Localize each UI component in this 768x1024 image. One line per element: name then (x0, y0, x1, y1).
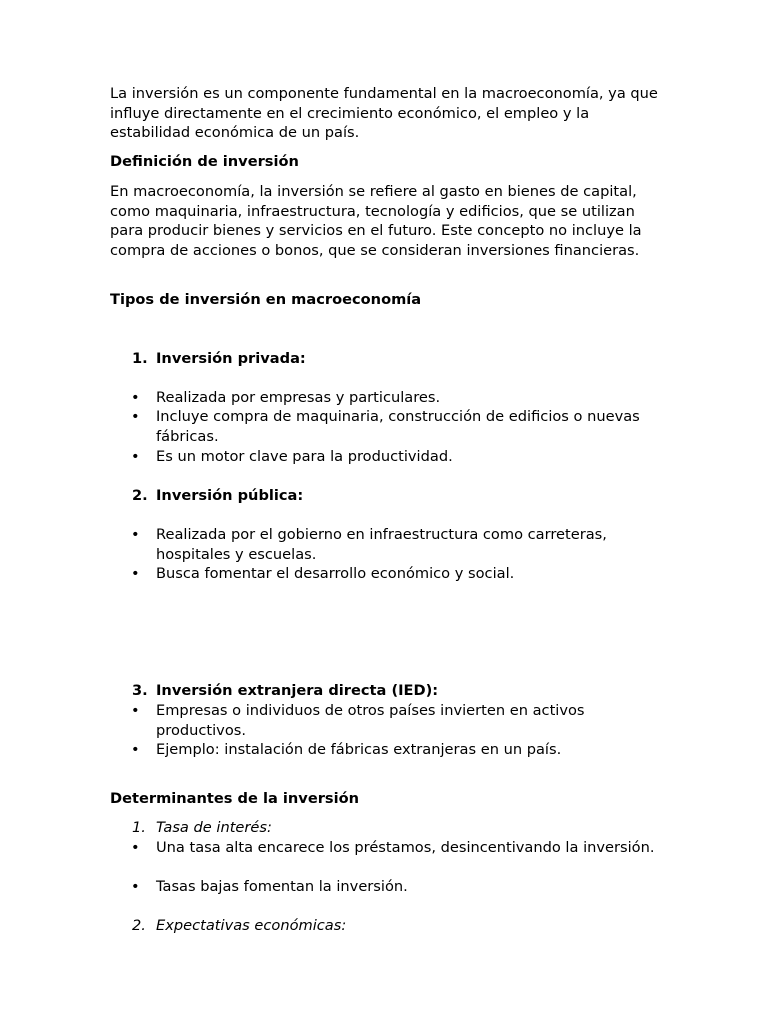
bullet-text: Busca fomentar el desarrollo económico y social. (156, 565, 515, 582)
determinants-heading: Determinantes de la inversión (110, 790, 360, 807)
list-number: 1. (132, 819, 146, 836)
bullet-icon: • (131, 389, 140, 406)
bullet-icon: • (131, 408, 140, 425)
bullet-text: Realizada por empresas y particulares. (156, 389, 441, 406)
bullet-text: Tasas bajas fomentan la inversión. (156, 878, 408, 895)
bullet-icon: • (131, 565, 140, 582)
bullet-icon: • (131, 839, 140, 856)
definition-paragraph: En macroeconomía, la inversión se refiere al gasto en bienes de capital, como maquinaria, infraestructura, tecnología y edificios, que se utilizan para producir bienes y servicios en el futuro. Este concepto no incluye la compra de acciones o bonos, que se consideran inversiones financieras. (110, 183, 642, 259)
bullet-icon: • (131, 878, 140, 895)
intro-paragraph: La inversión es un componente fundamental en la macroeconomía, ya que influye directamente en el crecimiento económico, el empleo y la estabilidad económica de un país. (110, 85, 658, 141)
list-number: 1. (132, 350, 148, 367)
bullet-icon: • (131, 526, 140, 543)
bullet-icon: • (131, 702, 140, 719)
determinant-title: Tasa de interés: (156, 819, 272, 836)
list-number: 3. (132, 682, 148, 699)
types-heading: Tipos de inversión en macroeconomía (110, 291, 422, 308)
bullet-icon: • (131, 741, 140, 758)
bullet-text: Incluye compra de maquinaria, construcción de edificios o nuevas fábricas. (156, 408, 640, 445)
type-title: Inversión privada: (156, 350, 306, 367)
bullet-text: Es un motor clave para la productividad. (156, 448, 453, 465)
type-title: Inversión pública: (156, 487, 304, 504)
bullet-text: Ejemplo: instalación de fábricas extranjeras en un país. (156, 741, 562, 758)
determinant-title: Expectativas económicas: (156, 917, 347, 934)
bullet-text: Realizada por el gobierno en infraestructura como carreteras, hospitales y escuelas. (156, 526, 607, 563)
bullet-text: Una tasa alta encarece los préstamos, desincentivando la inversión. (156, 839, 655, 856)
definition-heading: Definición de inversión (110, 153, 299, 170)
bullet-icon: • (131, 448, 140, 465)
bullet-text: Empresas o individuos de otros países invierten en activos productivos. (156, 702, 585, 739)
type-title: Inversión extranjera directa (IED): (156, 682, 439, 699)
list-number: 2. (132, 487, 148, 504)
list-number: 2. (132, 917, 146, 934)
